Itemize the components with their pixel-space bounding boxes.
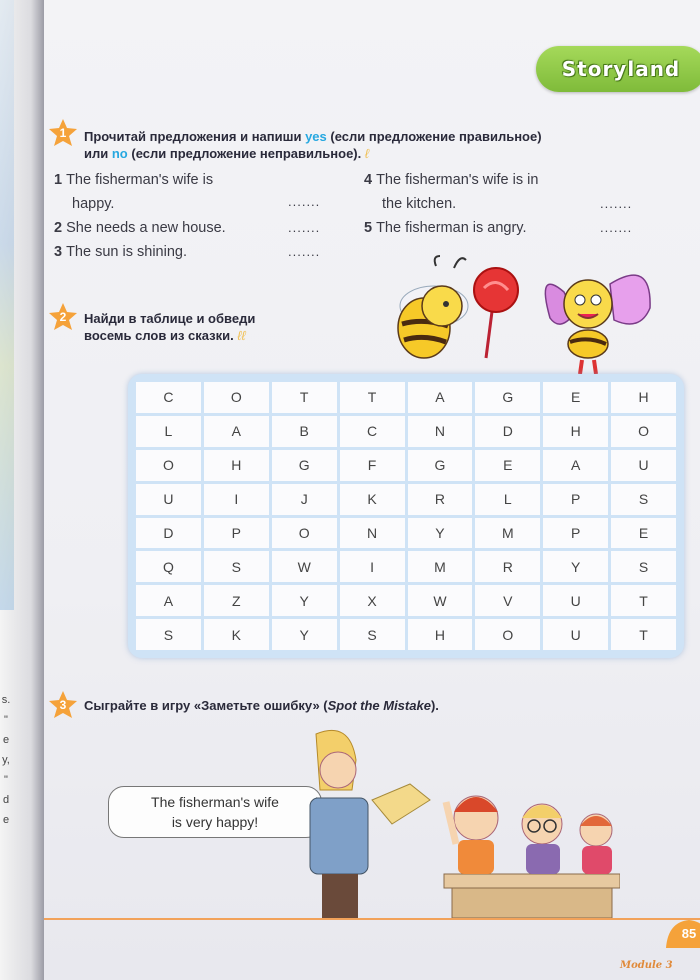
sentence-number: 3	[54, 244, 63, 260]
sentence-text: the kitchen.	[382, 196, 457, 212]
sentence-3	[54, 240, 187, 264]
previous-page-edge-text	[0, 690, 12, 830]
exercise-number-label: 3	[59, 698, 67, 712]
grid-cell[interactable]: P	[204, 518, 269, 549]
instruction-text: восемь слов из сказки.	[84, 328, 234, 343]
boy-red-hair-icon	[446, 796, 498, 874]
grid-cell[interactable]: A	[136, 585, 201, 616]
grid-cell[interactable]: S	[136, 619, 201, 650]
sentence-text: happy.	[72, 196, 115, 212]
grid-cell[interactable]: L	[475, 484, 540, 515]
sentence-text: She needs a new house.	[66, 220, 226, 236]
left-bee-icon	[398, 256, 468, 358]
grid-cell[interactable]: X	[340, 585, 405, 616]
previous-page-illustration	[0, 0, 14, 610]
grid-cell[interactable]: M	[408, 551, 473, 582]
exercise-3-number	[48, 690, 78, 720]
pencil-mark: ℓ	[361, 146, 370, 161]
grid-cell[interactable]: G	[408, 450, 473, 481]
grid-cell[interactable]: E	[543, 382, 608, 413]
answer-blank[interactable]: .......	[288, 244, 321, 259]
answer-blank[interactable]: .......	[288, 220, 321, 235]
grid-cell[interactable]: A	[204, 416, 269, 447]
grid-cell[interactable]: K	[340, 484, 405, 515]
grid-cell[interactable]: U	[543, 585, 608, 616]
grid-cell[interactable]: D	[475, 416, 540, 447]
sentence-5	[364, 216, 527, 240]
grid-cell[interactable]: Y	[272, 585, 337, 616]
grid-cell[interactable]: I	[340, 551, 405, 582]
grid-cell[interactable]: G	[272, 450, 337, 481]
girl-icon	[580, 814, 612, 874]
grid-cell[interactable]: N	[340, 518, 405, 549]
grid-cell[interactable]: G	[475, 382, 540, 413]
grid-cell[interactable]: Y	[272, 619, 337, 650]
grid-cell[interactable]: N	[408, 416, 473, 447]
exercise-number-label: 2	[59, 310, 67, 324]
edge-letter: y,	[2, 754, 10, 766]
instruction-text: Найди в таблице и обведи	[84, 311, 256, 326]
grid-cell[interactable]: O	[611, 416, 676, 447]
grid-cell[interactable]: T	[272, 382, 337, 413]
grid-cell[interactable]: U	[611, 450, 676, 481]
grid-cell[interactable]: H	[543, 416, 608, 447]
grid-cell[interactable]: T	[340, 382, 405, 413]
answer-blank[interactable]: .......	[288, 194, 321, 209]
instruction-text: (если предложение правильное)	[326, 129, 542, 144]
instruction-text: Прочитай предложения и напиши	[84, 129, 306, 144]
module-label: Module 3	[620, 960, 673, 971]
edge-letter: "	[4, 774, 8, 786]
boy-glasses-icon	[522, 804, 562, 874]
grid-cell[interactable]: O	[136, 450, 201, 481]
grid-cell[interactable]: A	[543, 450, 608, 481]
sentence-number: 5	[364, 220, 373, 236]
grid-cell[interactable]: R	[408, 484, 473, 515]
teacher-icon	[310, 730, 430, 918]
grid-cell[interactable]: S	[340, 619, 405, 650]
exercise-number-label: 1	[59, 126, 67, 140]
grid-cell[interactable]: A	[408, 382, 473, 413]
grid-cell[interactable]: U	[543, 619, 608, 650]
grid-cell[interactable]: U	[136, 484, 201, 515]
grid-cell[interactable]: E	[611, 518, 676, 549]
grid-cell[interactable]: C	[340, 416, 405, 447]
grid-cell[interactable]: J	[272, 484, 337, 515]
sentence-4	[364, 168, 538, 216]
word-search-grid	[128, 374, 684, 658]
grid-cell[interactable]: Y	[543, 551, 608, 582]
grid-cell[interactable]: K	[204, 619, 269, 650]
desk-icon	[444, 874, 620, 918]
sentence-1	[54, 168, 213, 216]
answer-blank[interactable]: .......	[600, 220, 633, 235]
sentence-text: The fisherman's wife is in	[376, 172, 539, 188]
sentence-number: 4	[364, 172, 373, 188]
grid-cell[interactable]: P	[543, 484, 608, 515]
grid-cell[interactable]: E	[475, 450, 540, 481]
instruction-text: Сыграйте в игру «Заметьте ошибку» (	[84, 698, 328, 713]
grid-cell[interactable]: F	[340, 450, 405, 481]
grid-cell[interactable]: I	[204, 484, 269, 515]
pencil-mark: ℓℓ	[233, 328, 246, 343]
grid-cell[interactable]: Z	[204, 585, 269, 616]
instruction-text: (если предложение неправильное).	[127, 146, 362, 161]
grid-cell[interactable]: T	[611, 619, 676, 650]
sentence-text: The fisherman is angry.	[376, 220, 527, 236]
classroom-illustration	[280, 724, 620, 918]
grid-cell[interactable]: H	[611, 382, 676, 413]
bees-illustration	[374, 248, 664, 378]
badge-label: Storyland	[561, 57, 681, 81]
sentence-number: 2	[54, 220, 63, 236]
grid-cell[interactable]: O	[272, 518, 337, 549]
instruction-text: или	[84, 146, 112, 161]
no-word: no	[111, 146, 128, 161]
edge-letter: d	[2, 794, 10, 806]
grid-cell[interactable]: M	[475, 518, 540, 549]
grid-cell[interactable]: D	[136, 518, 201, 549]
grid-cell[interactable]: Q	[136, 551, 201, 582]
instruction-english-title: Spot the Mistake	[327, 698, 431, 713]
grid-cell[interactable]: P	[543, 518, 608, 549]
page-number: 85	[681, 926, 697, 941]
grid-cell[interactable]: H	[204, 450, 269, 481]
exercise-2-number	[48, 302, 78, 332]
grid-cell[interactable]: S	[204, 551, 269, 582]
sentence-number: 1	[54, 172, 63, 188]
edge-letter: e	[2, 734, 10, 746]
grid-cell[interactable]: R	[475, 551, 540, 582]
grid-cell[interactable]: T	[611, 585, 676, 616]
edge-letter: s.	[1, 694, 11, 706]
edge-letter: e	[2, 814, 10, 826]
grid-cell[interactable]: S	[611, 551, 676, 582]
grid-cell[interactable]: L	[136, 416, 201, 447]
grid-cell[interactable]: H	[408, 619, 473, 650]
sentence-text: The fisherman's wife is	[66, 172, 214, 188]
right-bee-icon	[545, 275, 650, 374]
exercise-2-instruction	[84, 310, 255, 344]
exercise-1-instruction	[84, 128, 644, 162]
bubble-text: The fisherman's wife	[151, 794, 279, 810]
page-number-badge	[664, 918, 700, 952]
textbook-page	[44, 0, 700, 980]
grid-cell[interactable]: Y	[408, 518, 473, 549]
exercise-3-instruction	[84, 697, 439, 714]
grid-cell[interactable]: B	[272, 416, 337, 447]
grid-cell[interactable]: V	[475, 585, 540, 616]
grid-cell[interactable]: O	[475, 619, 540, 650]
grid-cell[interactable]: O	[204, 382, 269, 413]
instruction-text: ).	[430, 698, 439, 713]
exercise-1-number	[48, 118, 78, 148]
grid-cell[interactable]: C	[136, 382, 201, 413]
edge-letter: "	[4, 714, 8, 726]
bubble-text: is very happy!	[171, 814, 259, 830]
answer-blank[interactable]: .......	[600, 196, 633, 211]
grid-cell[interactable]: W	[408, 585, 473, 616]
grid-cell[interactable]: W	[272, 551, 337, 582]
footer-rule	[44, 918, 700, 920]
grid-cell[interactable]: S	[611, 484, 676, 515]
book-binding	[0, 0, 44, 980]
sentence-2	[54, 216, 226, 240]
lollipop-icon	[474, 268, 518, 358]
yes-word: yes	[305, 129, 327, 144]
sentence-text: The sun is shining.	[66, 244, 187, 260]
storyland-badge	[536, 46, 700, 92]
